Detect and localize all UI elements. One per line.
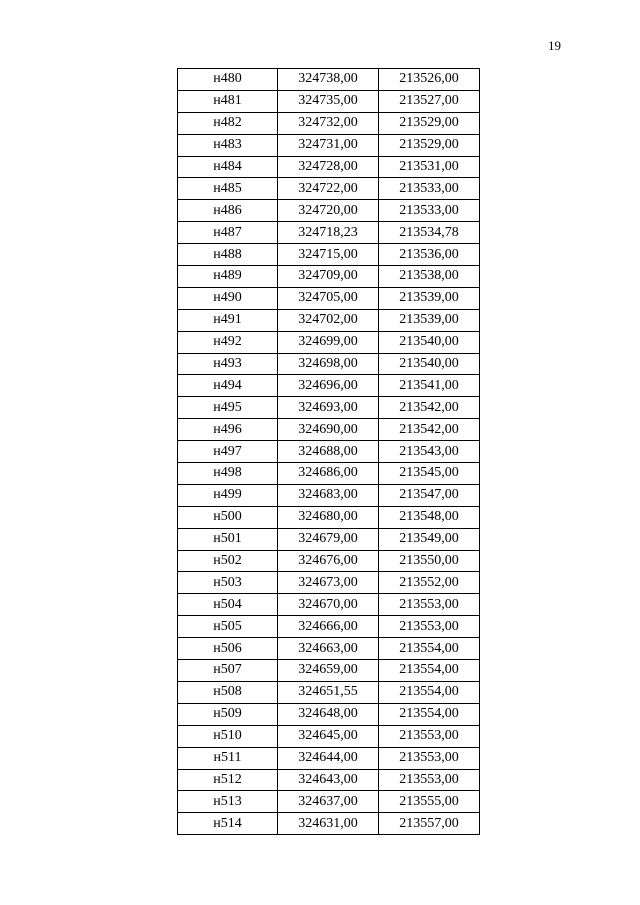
- point-id-cell: н491: [178, 309, 278, 331]
- y-coordinate-cell: 213554,00: [379, 638, 480, 660]
- point-id-cell: н506: [178, 638, 278, 660]
- coordinates-table-body: [178, 69, 480, 835]
- y-coordinate-cell: 213541,00: [379, 375, 480, 397]
- y-coordinate-cell: 213550,00: [379, 550, 480, 572]
- x-coordinate-cell: 324690,00: [278, 419, 379, 441]
- table-row: [178, 134, 480, 156]
- point-id-cell: н505: [178, 616, 278, 638]
- x-coordinate-cell: 324686,00: [278, 463, 379, 485]
- y-coordinate-cell: 213527,00: [379, 90, 480, 112]
- table-row: [178, 375, 480, 397]
- point-id-cell: н492: [178, 331, 278, 353]
- point-id-cell: н511: [178, 747, 278, 769]
- table-row: [178, 112, 480, 134]
- y-coordinate-cell: 213539,00: [379, 287, 480, 309]
- x-coordinate-cell: 324637,00: [278, 791, 379, 813]
- point-id-cell: н489: [178, 266, 278, 288]
- table-row: [178, 266, 480, 288]
- x-coordinate-cell: 324648,00: [278, 703, 379, 725]
- x-coordinate-cell: 324731,00: [278, 134, 379, 156]
- table-row: [178, 178, 480, 200]
- table-row: [178, 703, 480, 725]
- point-id-cell: н512: [178, 769, 278, 791]
- table-row: [178, 419, 480, 441]
- y-coordinate-cell: 213531,00: [379, 156, 480, 178]
- table-row: [178, 463, 480, 485]
- point-id-cell: н487: [178, 222, 278, 244]
- table-row: [178, 594, 480, 616]
- x-coordinate-cell: 324709,00: [278, 266, 379, 288]
- point-id-cell: н509: [178, 703, 278, 725]
- table-row: [178, 791, 480, 813]
- x-coordinate-cell: 324659,00: [278, 660, 379, 682]
- table-row: [178, 681, 480, 703]
- point-id-cell: н495: [178, 397, 278, 419]
- y-coordinate-cell: 213553,00: [379, 769, 480, 791]
- x-coordinate-cell: 324651,55: [278, 681, 379, 703]
- y-coordinate-cell: 213536,00: [379, 244, 480, 266]
- y-coordinate-cell: 213529,00: [379, 112, 480, 134]
- point-id-cell: н500: [178, 506, 278, 528]
- table-row: [178, 616, 480, 638]
- point-id-cell: н481: [178, 90, 278, 112]
- y-coordinate-cell: 213542,00: [379, 419, 480, 441]
- y-coordinate-cell: 213554,00: [379, 660, 480, 682]
- x-coordinate-cell: 324728,00: [278, 156, 379, 178]
- y-coordinate-cell: 213545,00: [379, 463, 480, 485]
- x-coordinate-cell: 324696,00: [278, 375, 379, 397]
- y-coordinate-cell: 213554,00: [379, 703, 480, 725]
- y-coordinate-cell: 213555,00: [379, 791, 480, 813]
- x-coordinate-cell: 324722,00: [278, 178, 379, 200]
- table-row: [178, 572, 480, 594]
- table-row: [178, 222, 480, 244]
- point-id-cell: н486: [178, 200, 278, 222]
- y-coordinate-cell: 213547,00: [379, 484, 480, 506]
- point-id-cell: н490: [178, 287, 278, 309]
- y-coordinate-cell: 213539,00: [379, 309, 480, 331]
- x-coordinate-cell: 324644,00: [278, 747, 379, 769]
- point-id-cell: н508: [178, 681, 278, 703]
- table-row: [178, 287, 480, 309]
- x-coordinate-cell: 324738,00: [278, 69, 379, 91]
- y-coordinate-cell: 213538,00: [379, 266, 480, 288]
- y-coordinate-cell: 213533,00: [379, 178, 480, 200]
- y-coordinate-cell: 213529,00: [379, 134, 480, 156]
- point-id-cell: н502: [178, 550, 278, 572]
- y-coordinate-cell: 213543,00: [379, 441, 480, 463]
- x-coordinate-cell: 324645,00: [278, 725, 379, 747]
- x-coordinate-cell: 324680,00: [278, 506, 379, 528]
- point-id-cell: н484: [178, 156, 278, 178]
- point-id-cell: н494: [178, 375, 278, 397]
- x-coordinate-cell: 324670,00: [278, 594, 379, 616]
- y-coordinate-cell: 213554,00: [379, 681, 480, 703]
- x-coordinate-cell: 324666,00: [278, 616, 379, 638]
- y-coordinate-cell: 213553,00: [379, 594, 480, 616]
- table-row: [178, 353, 480, 375]
- y-coordinate-cell: 213557,00: [379, 813, 480, 835]
- point-id-cell: н483: [178, 134, 278, 156]
- table-row: [178, 397, 480, 419]
- y-coordinate-cell: 213553,00: [379, 616, 480, 638]
- table-row: [178, 200, 480, 222]
- point-id-cell: н503: [178, 572, 278, 594]
- table-row: [178, 309, 480, 331]
- point-id-cell: н507: [178, 660, 278, 682]
- x-coordinate-cell: 324702,00: [278, 309, 379, 331]
- x-coordinate-cell: 324643,00: [278, 769, 379, 791]
- y-coordinate-cell: 213549,00: [379, 528, 480, 550]
- table-row: [178, 156, 480, 178]
- point-id-cell: н499: [178, 484, 278, 506]
- x-coordinate-cell: 324673,00: [278, 572, 379, 594]
- x-coordinate-cell: 324683,00: [278, 484, 379, 506]
- table-row: [178, 441, 480, 463]
- table-row: [178, 506, 480, 528]
- table-row: [178, 769, 480, 791]
- x-coordinate-cell: 324693,00: [278, 397, 379, 419]
- table-row: [178, 484, 480, 506]
- y-coordinate-cell: 213552,00: [379, 572, 480, 594]
- point-id-cell: н488: [178, 244, 278, 266]
- x-coordinate-cell: 324735,00: [278, 90, 379, 112]
- point-id-cell: н480: [178, 69, 278, 91]
- table-row: [178, 813, 480, 835]
- y-coordinate-cell: 213548,00: [379, 506, 480, 528]
- table-row: [178, 747, 480, 769]
- point-id-cell: н504: [178, 594, 278, 616]
- y-coordinate-cell: 213533,00: [379, 200, 480, 222]
- x-coordinate-cell: 324663,00: [278, 638, 379, 660]
- x-coordinate-cell: 324699,00: [278, 331, 379, 353]
- x-coordinate-cell: 324705,00: [278, 287, 379, 309]
- table-row: [178, 90, 480, 112]
- point-id-cell: н493: [178, 353, 278, 375]
- table-row: [178, 550, 480, 572]
- point-id-cell: н498: [178, 463, 278, 485]
- x-coordinate-cell: 324720,00: [278, 200, 379, 222]
- point-id-cell: н496: [178, 419, 278, 441]
- y-coordinate-cell: 213534,78: [379, 222, 480, 244]
- point-id-cell: н501: [178, 528, 278, 550]
- point-id-cell: н482: [178, 112, 278, 134]
- x-coordinate-cell: 324679,00: [278, 528, 379, 550]
- point-id-cell: н514: [178, 813, 278, 835]
- table-row: [178, 528, 480, 550]
- table-row: [178, 331, 480, 353]
- y-coordinate-cell: 213540,00: [379, 353, 480, 375]
- table-row: [178, 660, 480, 682]
- table-row: [178, 69, 480, 91]
- x-coordinate-cell: 324631,00: [278, 813, 379, 835]
- y-coordinate-cell: 213540,00: [379, 331, 480, 353]
- y-coordinate-cell: 213542,00: [379, 397, 480, 419]
- x-coordinate-cell: 324718,23: [278, 222, 379, 244]
- point-id-cell: н497: [178, 441, 278, 463]
- x-coordinate-cell: 324688,00: [278, 441, 379, 463]
- page-number: 19: [548, 38, 561, 53]
- x-coordinate-cell: 324676,00: [278, 550, 379, 572]
- y-coordinate-cell: 213526,00: [379, 69, 480, 91]
- x-coordinate-cell: 324715,00: [278, 244, 379, 266]
- x-coordinate-cell: 324732,00: [278, 112, 379, 134]
- coordinates-table: [177, 68, 480, 835]
- point-id-cell: н513: [178, 791, 278, 813]
- table-row: [178, 638, 480, 660]
- x-coordinate-cell: 324698,00: [278, 353, 379, 375]
- y-coordinate-cell: 213553,00: [379, 747, 480, 769]
- table-row: [178, 725, 480, 747]
- point-id-cell: н510: [178, 725, 278, 747]
- point-id-cell: н485: [178, 178, 278, 200]
- y-coordinate-cell: 213553,00: [379, 725, 480, 747]
- table-row: [178, 244, 480, 266]
